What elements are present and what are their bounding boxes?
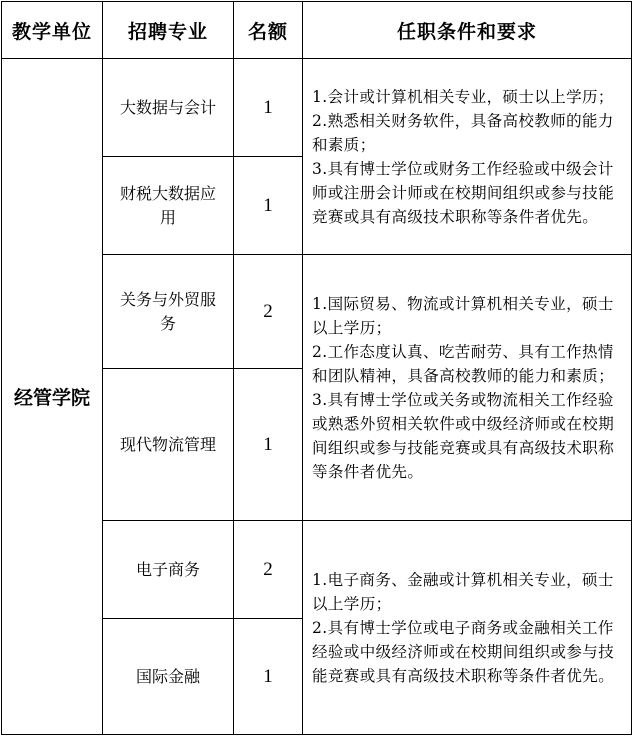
count-cell: 2 <box>234 521 303 619</box>
count-cell: 1 <box>234 59 303 157</box>
requirement-item: 1.会计或计算机相关专业，硕士以上学历； <box>312 87 614 106</box>
count-cell: 2 <box>234 255 303 369</box>
major-cell: 现代物流管理 <box>103 369 234 521</box>
requirement-item: 3.具有博士学位或财务工作经验或中级会计师或注册会计师或在校期间组织或参与技能竞赛或具有高级技术职称等条件者优先。 <box>312 159 615 226</box>
header-unit: 教学单位 <box>2 2 103 59</box>
header-major: 招聘专业 <box>103 2 234 59</box>
requirements-cell <box>303 59 632 255</box>
major-cell: 国际金融 <box>103 619 234 735</box>
requirement-item: 1.国际贸易、物流或计算机相关专业，硕士以上学历； <box>312 294 614 337</box>
major-cell: 关务与外贸服务 <box>103 255 234 369</box>
recruitment-table <box>1 1 632 735</box>
requirements-cell <box>303 521 632 735</box>
count-cell: 1 <box>234 369 303 521</box>
count-cell: 1 <box>234 157 303 255</box>
unit-cell: 经管学院 <box>2 59 103 735</box>
requirements-cell <box>303 255 632 521</box>
header-requirements: 任职条件和要求 <box>303 2 632 59</box>
table-row <box>2 59 632 157</box>
header-row <box>2 2 632 59</box>
major-cell: 财税大数据应用 <box>103 157 234 255</box>
requirement-item: 3.具有博士学位或关务或物流相关工作经验或熟悉外贸相关软件或中级经济师或在校期间组织或参与技能竞赛或具有高级技术职称等条件者优先。 <box>312 390 615 481</box>
requirement-item: 2.熟悉相关财务软件，具备高校教师的能力和素质； <box>312 111 614 154</box>
header-count: 名额 <box>234 2 303 59</box>
major-cell: 大数据与会计 <box>103 59 234 157</box>
requirement-item: 1.电子商务、金融或计算机相关专业，硕士以上学历； <box>312 570 614 613</box>
count-cell: 1 <box>234 619 303 735</box>
requirement-item: 2.具有博士学位或电子商务或金融相关工作经验或中级经济师或在校期间组织或参与技能竞赛或具有高级技术职称等条件者优先。 <box>312 618 615 685</box>
major-cell: 电子商务 <box>103 521 234 619</box>
requirement-item: 2.工作态度认真、吃苦耐劳、具有工作热情和团队精神，具备高校教师的能力和素质； <box>312 342 615 385</box>
